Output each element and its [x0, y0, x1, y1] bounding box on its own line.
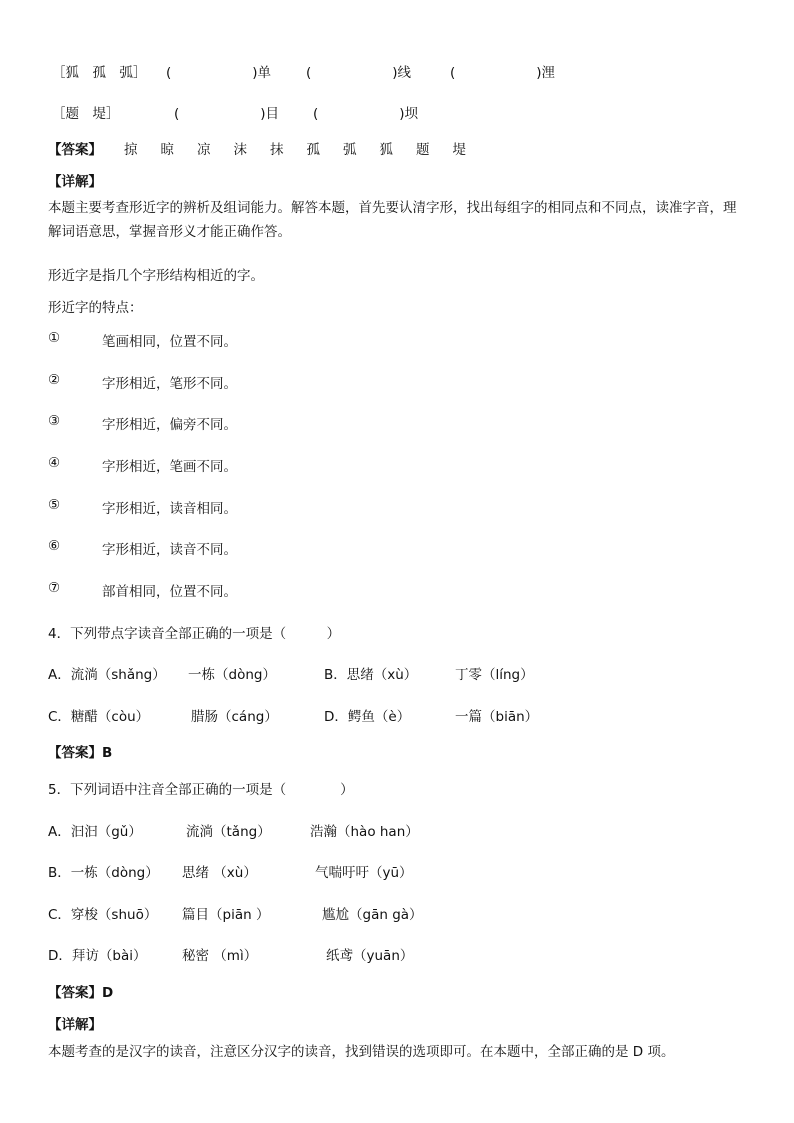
- q5-option-c-1: C．穿梭（shuō）: [48, 907, 158, 923]
- list-item-num: ⑦: [48, 580, 61, 596]
- list-item-text: 字形相近，偏旁不同。: [102, 417, 237, 433]
- q4-option-c-1: C．糖醋（còu）: [48, 709, 150, 725]
- answer-char: 沫: [233, 142, 247, 158]
- answer-char: 弧: [343, 142, 357, 158]
- answer-char: 凉: [197, 142, 211, 158]
- answer-char: 狐: [379, 142, 393, 158]
- q4-option-d-1: D．鳄鱼（è）: [324, 709, 411, 725]
- q4-answer: 【答案】B: [48, 745, 113, 761]
- detail-definition: 形近字是指几个字形结构相近的字。: [48, 268, 264, 284]
- q5-option-a-3: 浩瀚（hào han）: [310, 824, 419, 840]
- question-5: 5．下列词语中注音全部正确的一项是（ ）: [48, 782, 354, 798]
- list-item-num: ⑥: [48, 538, 61, 554]
- group1-label: ［狐 孤 弧］: [52, 65, 147, 81]
- q4-option-b-2: 丁零（líng）: [455, 667, 534, 683]
- answer-label: 【答案】: [48, 142, 102, 158]
- q4-option-d-2: 一篇（biān）: [455, 709, 539, 725]
- q5-option-a-1: A．汩汩（gǔ）: [48, 824, 142, 840]
- group1-blank-1: ( )单: [166, 65, 272, 81]
- list-item-num: ①: [48, 330, 61, 346]
- answer-char: 晾: [160, 142, 174, 158]
- q5-option-d-1: D．拜访（bài）: [48, 948, 147, 964]
- answer-char: 题: [416, 142, 430, 158]
- q5-option-b-2: 思绪 （xù）: [182, 865, 257, 881]
- q5-option-c-3: 尴尬（gān gà）: [322, 907, 423, 923]
- group2-blank-1: ( )目: [174, 106, 280, 122]
- q5-detail-label: 【详解】: [48, 1017, 102, 1033]
- list-item-text: 字形相近，读音相同。: [102, 501, 237, 517]
- detail-paragraph: 本题主要考查形近字的辨析及组词能力。解答本题，首先要认清字形，找出每组字的相同点和不同点，读准字音，理解词语意思，掌握音形义才能正确作答。: [48, 200, 737, 240]
- detail-label: 【详解】: [48, 174, 102, 190]
- list-item-text: 部首相同，位置不同。: [102, 584, 237, 600]
- answer-char: 孤: [306, 142, 320, 158]
- q5-option-b-3: 气喘吁吁（yū）: [315, 865, 413, 881]
- list-item-num: ④: [48, 455, 61, 471]
- q4-option-a-2: 一栋（dòng）: [188, 667, 276, 683]
- answer-char: 抹: [270, 142, 284, 158]
- list-item-num: ②: [48, 372, 61, 388]
- q4-option-a-1: A．流淌（shǎng）: [48, 667, 166, 683]
- q4-option-b-1: B．思绪（xù）: [324, 667, 418, 683]
- answer-char: 掠: [124, 142, 138, 158]
- q5-option-a-2: 流淌（tǎng）: [186, 824, 271, 840]
- list-item-num: ⑤: [48, 497, 61, 513]
- list-item-text: 字形相近，读音不同。: [102, 542, 237, 558]
- q5-option-c-2: 篇目（piān ）: [182, 907, 270, 923]
- list-item-text: 字形相近，笔形不同。: [102, 376, 237, 392]
- group2-label: ［题 堤］: [52, 106, 120, 122]
- answer-char: 堤: [452, 142, 466, 158]
- list-item-text: 笔画相同，位置不同。: [102, 334, 237, 350]
- q4-option-c-2: 腊肠（cáng）: [191, 709, 278, 725]
- q5-option-b-1: B．一栋（dòng）: [48, 865, 159, 881]
- q5-option-d-3: 纸鸢（yuān）: [326, 948, 414, 964]
- detail-features-heading: 形近字的特点：: [48, 300, 143, 316]
- question-4: 4．下列带点字读音全部正确的一项是（ ）: [48, 626, 341, 642]
- q5-answer: 【答案】D: [48, 985, 114, 1001]
- group1-blank-3: ( )浬: [450, 65, 556, 81]
- group1-blank-2: ( )线: [306, 65, 412, 81]
- answer-chars: [124, 138, 489, 158]
- list-item-text: 字形相近，笔画不同。: [102, 459, 237, 475]
- q5-detail: 本题考查的是汉字的读音，注意区分汉字的读音，找到错误的选项即可。在本题中，全部正确的是 D 项。: [48, 1044, 675, 1060]
- list-item-num: ③: [48, 413, 61, 429]
- q5-option-d-2: 秘密 （mì）: [182, 948, 258, 964]
- group2-blank-2: ( )坝: [313, 106, 419, 122]
